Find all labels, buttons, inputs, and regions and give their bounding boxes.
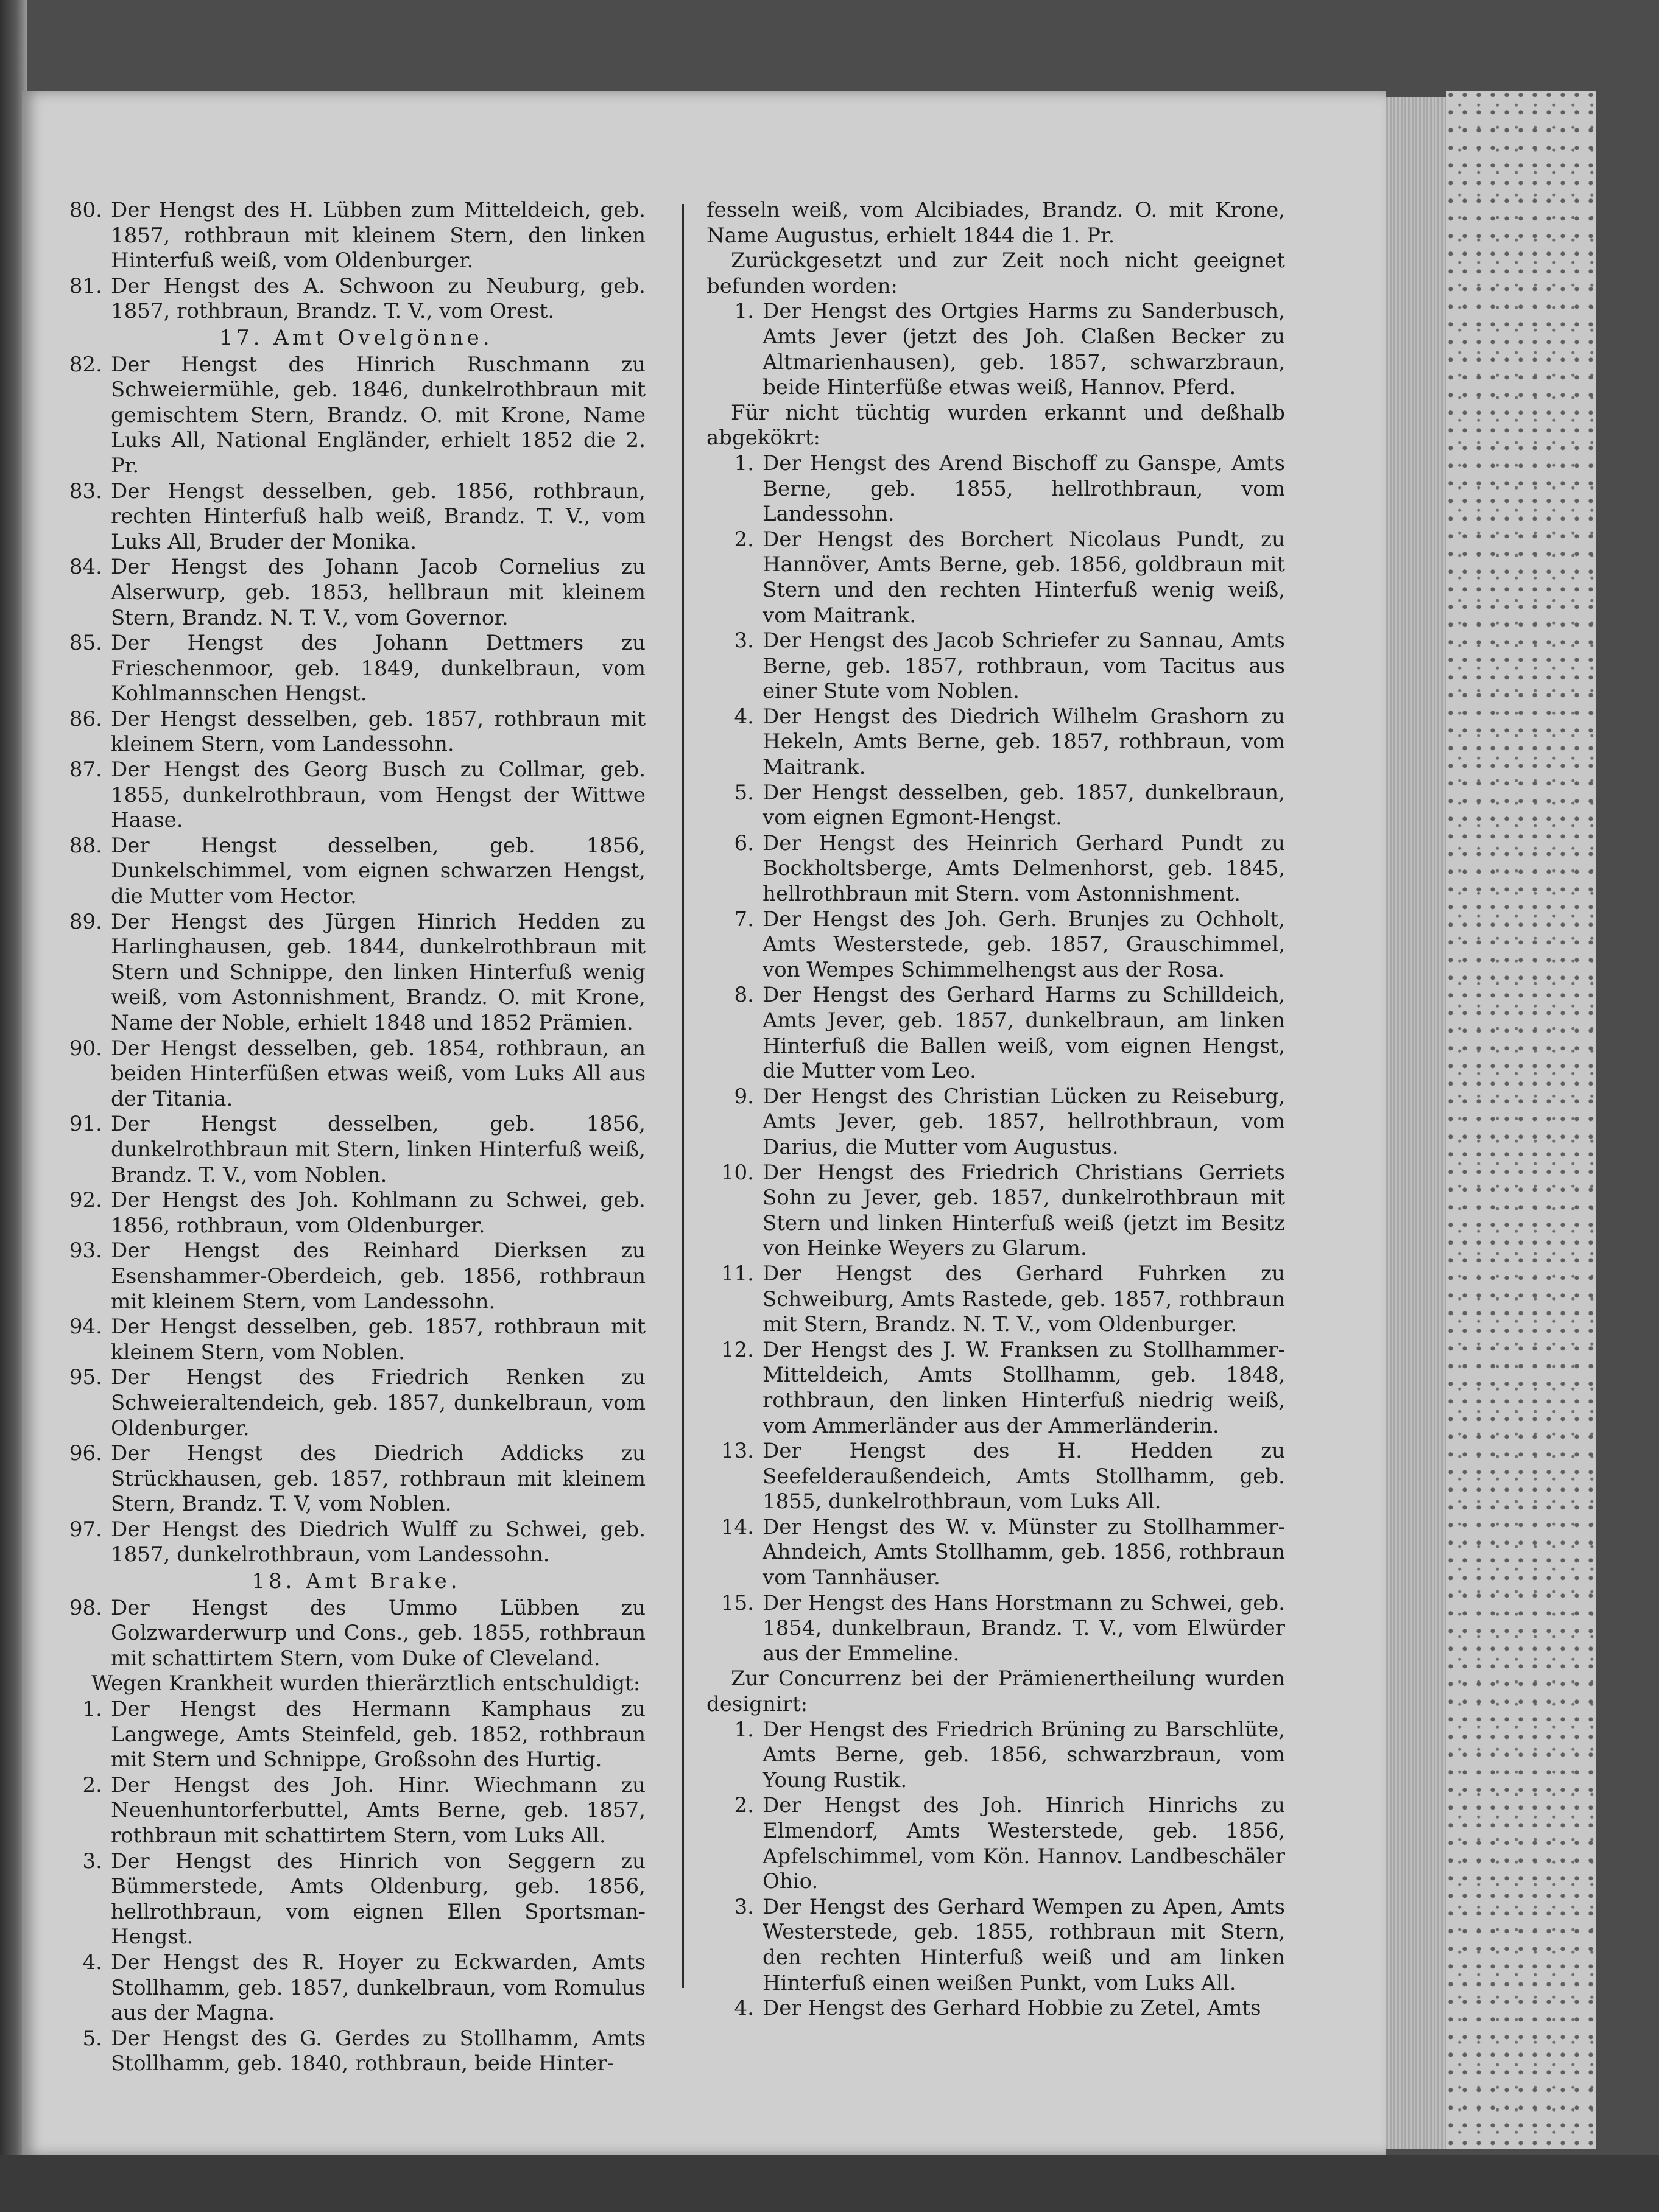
- item-number: 89.: [69, 909, 102, 934]
- list-item: [67, 1697, 646, 1773]
- list-item: [67, 1441, 646, 1517]
- item-number: 86.: [69, 706, 102, 731]
- item-text: Der Hengst des Johann Jacob Cornelius zu Alserwurp, geb. 1853, hellbraun mit kleinem Stern, Brandz. N. T. V., vom Governor.: [111, 555, 646, 630]
- item-text: Der Hengst des Christian Lücken zu Reiseburg, Amts Jever, geb. 1857, hellrothbraun, vom Darius, die Mutter vom Augustus.: [763, 1084, 1285, 1159]
- item-text: Der Hengst desselben, geb. 1856, dunkelrothbraun mit Stern, linken Hinterfuß weiß, Brandz. T. V., vom Noblen.: [111, 1112, 646, 1187]
- item-number: 4.: [734, 1996, 754, 2021]
- section-intro: Für nicht tüchtig wurden erkannt und deßhalb abgekökrt:: [706, 400, 1285, 451]
- item-number: 4.: [82, 1950, 102, 1975]
- item-text: Der Hengst des Heinrich Gerhard Pundt zu Bockholtsberge, Amts Delmenhorst, geb. 1845, hellrothbraun mit Stern. vom Astonnishment.: [763, 830, 1285, 907]
- list-item: [706, 1439, 1285, 1515]
- item-number: 88.: [69, 833, 102, 858]
- item-text: Der Hengst des J. W. Franksen zu Stollhammer-Mitteldeich, Amts Stollhamm, geb. 1848, rothbraun, den linken Hinterfuß niedrig weiß, vom Ammerländer aus der Ammerländerin.: [763, 1337, 1285, 1438]
- list-item: [67, 910, 646, 1036]
- list-item: [67, 2026, 646, 2077]
- item-text: Der Hengst des Arend Bischoff zu Ganspe, Amts Berne, geb. 1855, hellrothbraun, vom Landessohn.: [763, 451, 1285, 527]
- section-intro: Zurückgesetzt und zur Zeit noch nicht geeignet befunden worden:: [706, 248, 1285, 298]
- item-number: 4.: [734, 704, 754, 729]
- item-number: 11.: [720, 1261, 754, 1286]
- item-text: Der Hengst des Gerhard Fuhrken zu Schweiburg, Amts Rastede, geb. 1857, rothbraun mit Stern, Brandz. N. T. V., vom Oldenburger.: [763, 1261, 1285, 1337]
- item-number: 15.: [720, 1590, 754, 1615]
- item-number: 83.: [69, 479, 102, 504]
- item-text: Der Hengst des Georg Busch zu Collmar, geb. 1855, dunkelrothbraun, vom Hengst der Wittwe Haase.: [111, 757, 646, 833]
- list-item: [706, 527, 1285, 628]
- list-item: [67, 1315, 646, 1365]
- item-number: 80.: [69, 198, 102, 222]
- item-number: 1.: [734, 299, 754, 324]
- item-text: Der Hengst des Hinrich Ruschmann zu Schweiermühle, geb. 1846, dunkelrothbraun mit gemischtem Stern, Brandz. O. mit Krone, Name Luks All, National Engländer, erhielt 1852 die 2. Pr.: [111, 352, 646, 478]
- item-number: 98.: [69, 1595, 102, 1620]
- list-item: [67, 1036, 646, 1112]
- list-item: [67, 1238, 646, 1315]
- bottom-shadow: [0, 2155, 1659, 2212]
- list-item: [706, 1084, 1285, 1160]
- list-item: [67, 555, 646, 631]
- item-text: Der Hengst des Joh. Kohlmann zu Schwei, geb. 1856, rothbraun, vom Oldenburger.: [111, 1188, 646, 1238]
- list-item: [67, 353, 646, 479]
- item-text: Der Hengst des Friedrich Renken zu Schweieraltendeich, geb. 1857, dunkelbraun, vom Oldenburger.: [111, 1365, 646, 1441]
- item-text: Der Hengst des Jürgen Hinrich Hedden zu Harlinghausen, geb. 1844, dunkelrothbraun mit Stern und Schnippe, den linken Hinterfuß wenig weiß, vom Astonnishment, Brandz. O. mit Krone, Name der Noble, erhielt 1848 und 1852 Prämien.: [111, 909, 646, 1035]
- item-number: 81.: [69, 273, 102, 298]
- item-number: 7.: [734, 907, 754, 932]
- item-text: Der Hengst des W. v. Münster zu Stollhammer-Ahndeich, Amts Stollhamm, geb. 1856, rothbraun vom Tannhäuser.: [763, 1514, 1285, 1590]
- list-item: [706, 1262, 1285, 1338]
- item-text: Der Hengst des Diedrich Wilhelm Grashorn zu Hekeln, Amts Berne, geb. 1857, rothbraun, vom Maitrank.: [763, 704, 1285, 780]
- book-fore-edge: [1446, 91, 1596, 2149]
- item-text: Der Hengst des Jacob Schriefer zu Sannau, Amts Berne, geb. 1857, rothbraun, vom Tacitus aus einer Stute vom Noblen.: [763, 628, 1285, 704]
- list-item: [67, 1188, 646, 1238]
- list-item: [67, 198, 646, 274]
- item-text: Der Hengst des Joh. Hinrich Hinrichs zu Elmendorf, Amts Westerstede, geb. 1856, Apfelschimmel, vom Kön. Hannov. Landbeschäler Ohio.: [763, 1793, 1285, 1894]
- item-text: Der Hengst des Diedrich Wulff zu Schwei, geb. 1857, dunkelrothbraun, vom Landessohn.: [111, 1517, 646, 1567]
- item-number: 93.: [69, 1238, 102, 1263]
- item-number: 3.: [734, 628, 754, 653]
- right-column: [706, 198, 1285, 2021]
- item-text: Der Hengst desselben, geb. 1856, Dunkelschimmel, vom eignen schwarzen Hengst, die Mutter vom Hector.: [111, 833, 646, 909]
- item-text: Der Hengst desselben, geb. 1857, rothbraun mit kleinem Stern, vom Landessohn.: [111, 706, 646, 757]
- list-item: [706, 451, 1285, 527]
- list-item: [706, 1515, 1285, 1591]
- item-text: Der Hengst desselben, geb. 1857, rothbraun mit kleinem Stern, vom Noblen.: [111, 1315, 646, 1364]
- item-number: 97.: [69, 1517, 102, 1542]
- item-number: 87.: [69, 757, 102, 782]
- list-item: [706, 1895, 1285, 1996]
- list-item: [706, 983, 1285, 1084]
- item-text: Der Hengst des Hermann Kamphaus zu Langwege, Amts Steinfeld, geb. 1852, rothbraun mit Stern und Schnippe, Großsohn des Hurtig.: [111, 1697, 646, 1772]
- item-text: Der Hengst des Ortgies Harms zu Sanderbusch, Amts Jever (jetzt des Joh. Claßen Becker zu Altmarienhausen), geb. 1857, schwarzbraun, beide Hinterfüße etwas weiß, Hannov. Pferd.: [763, 299, 1285, 400]
- list-item: [706, 1793, 1285, 1894]
- list-item: [706, 1718, 1285, 1794]
- item-text: Der Hengst desselben, geb. 1854, rothbraun, an beiden Hinterfüßen etwas weiß, vom Luks All aus der Titania.: [111, 1036, 646, 1111]
- item-text: Der Hengst des G. Gerdes zu Stollhamm, Amts Stollhamm, geb. 1840, rothbraun, beide Hinter-: [111, 2026, 646, 2076]
- section-heading: 18. Amt Brake.: [252, 1569, 461, 1594]
- item-number: 1.: [734, 1717, 754, 1742]
- item-text: Der Hengst des Friedrich Christians Gerriets Sohn zu Jever, geb. 1857, dunkelrothbraun mit Stern und linken Hinterfuß weiß (jetzt im Besitz von Heinke Weyers zu Glarum.: [763, 1160, 1285, 1261]
- item-text: Der Hengst des H. Hedden zu Seefelderaußendeich, Amts Stollhamm, geb. 1855, dunkelrothbraun, vom Luks All.: [763, 1439, 1285, 1514]
- item-text: Der Hengst des Gerhard Harms zu Schilldeich, Amts Jever, geb. 1857, dunkelbraun, am linken Hinterfuß die Ballen weiß, vom eignen Hengst, die Mutter vom Leo.: [763, 983, 1285, 1084]
- item-text: Der Hengst des Reinhard Dierksen zu Esenshammer-Oberdeich, geb. 1856, rothbraun mit kleinem Stern, vom Landessohn.: [111, 1238, 646, 1314]
- continued-text: fesseln weiß, vom Alcibiades, Brandz. O. mit Krone, Name Augustus, erhielt 1844 die 1. Pr.: [706, 198, 1285, 248]
- list-item: [706, 628, 1285, 704]
- item-text: Der Hengst des Hans Horstmann zu Schwei, geb. 1854, dunkelbraun, Brandz. T. V., vom Elwürder aus der Emmeline.: [763, 1590, 1285, 1666]
- item-number: 2.: [82, 1772, 102, 1797]
- list-item: [706, 1996, 1285, 2021]
- list-item: [67, 479, 646, 555]
- list-item: [706, 1591, 1285, 1667]
- list-item: [67, 757, 646, 834]
- list-item: [67, 274, 646, 325]
- item-text: Der Hengst des Joh. Gerh. Brunjes zu Ochholt, Amts Westerstede, geb. 1857, Grauschimmel, von Wempes Schimmelhengst aus der Rosa.: [763, 907, 1285, 982]
- item-number: 3.: [82, 1849, 102, 1873]
- item-number: 90.: [69, 1036, 102, 1061]
- list-item: [706, 299, 1285, 400]
- section-heading: 17. Amt Ovelgönne.: [219, 325, 493, 350]
- item-text: Der Hengst des Friedrich Brüning zu Barschlüte, Amts Berne, geb. 1856, schwarzbraun, vom Young Rustik.: [763, 1717, 1285, 1792]
- item-number: 2.: [734, 1793, 754, 1818]
- list-item: [706, 831, 1285, 907]
- item-text: Der Hengst desselben, geb. 1857, dunkelbraun, vom eignen Egmont-Hengst.: [763, 780, 1285, 830]
- item-number: 8.: [734, 983, 754, 1008]
- list-item: [706, 907, 1285, 983]
- item-text: Der Hengst des H. Lübben zum Mitteldeich, geb. 1857, rothbraun mit kleinem Stern, den linken Hinterfuß weiß, vom Oldenburger.: [111, 198, 646, 273]
- list-item: [67, 707, 646, 757]
- section-intro: Zur Concurrenz bei der Prämienertheilung wurden designirt:: [706, 1666, 1285, 1717]
- item-text: Der Hengst des Joh. Hinr. Wiechmann zu Neuenhuntorferbuttel, Amts Berne, geb. 1857, rothbraun mit schattirtem Stern, vom Luks All.: [111, 1772, 646, 1848]
- item-text: Der Hengst des Ummo Lübben zu Golzwarderwurp und Cons., geb. 1855, rothbraun mit schattirtem Stern, vom Duke of Cleveland.: [111, 1595, 646, 1671]
- list-item: [706, 704, 1285, 781]
- list-item: [706, 781, 1285, 831]
- item-number: 2.: [734, 527, 754, 552]
- item-number: 1.: [82, 1697, 102, 1722]
- item-number: 92.: [69, 1188, 102, 1213]
- section-intro: Wegen Krankheit wurden thierärztlich entschuldigt:: [91, 1671, 641, 1696]
- list-item: [706, 1338, 1285, 1439]
- list-item: [67, 1950, 646, 2026]
- list-item: [67, 1365, 646, 1441]
- item-text: Der Hengst des Diedrich Addicks zu Strückhausen, geb. 1857, rothbraun mit kleinem Stern, Brandz. T. V, vom Noblen.: [111, 1441, 646, 1517]
- column-divider: [682, 204, 684, 1988]
- item-text: Der Hengst des Johann Dettmers zu Frieschenmoor, geb. 1849, dunkelbraun, vom Kohlmannschen Hengst.: [111, 631, 646, 706]
- item-text: Der Hengst desselben, geb. 1856, rothbraun, rechten Hinterfuß halb weiß, Brandz. T. V., vom Luks All, Bruder der Monika.: [111, 479, 646, 554]
- item-text: Der Hengst des A. Schwoon zu Neuburg, geb. 1857, rothbraun, Brandz. T. V., vom Orest.: [111, 273, 646, 324]
- list-item: [67, 1112, 646, 1188]
- item-number: 94.: [69, 1315, 102, 1339]
- item-text: Der Hengst des Borchert Nicolaus Pundt, zu Hannöver, Amts Berne, geb. 1856, goldbraun mit Stern und den rechten Hinterfuß wenig weiß, vom Maitrank.: [763, 527, 1285, 628]
- item-text: Der Hengst des Hinrich von Seggern zu Bümmerstede, Amts Oldenburg, geb. 1856, hellrothbraun, vom eignen Ellen Sportsman-Hengst.: [111, 1849, 646, 1950]
- item-number: 5.: [82, 2026, 102, 2051]
- list-item: [67, 1849, 646, 1950]
- item-number: 10.: [720, 1160, 754, 1185]
- item-number: 85.: [69, 631, 102, 656]
- item-number: 96.: [69, 1441, 102, 1466]
- item-text: Der Hengst des Gerhard Wempen zu Apen, Amts Westerstede, geb. 1855, rothbraun mit Stern, den rechten Hinterfuß weiß und am linken Hinterfuß einen weißen Punkt, vom Luks All.: [763, 1894, 1285, 1995]
- left-column: [67, 198, 646, 2077]
- list-item: [67, 834, 646, 910]
- item-number: 84.: [69, 555, 102, 580]
- item-number: 95.: [69, 1365, 102, 1390]
- list-item: [706, 1160, 1285, 1262]
- item-number: 91.: [69, 1112, 102, 1137]
- item-text: Der Hengst des Gerhard Hobbie zu Zetel, Amts: [763, 1996, 1261, 2021]
- item-text: Der Hengst des R. Hoyer zu Eckwarden, Amts Stollhamm, geb. 1857, dunkelbraun, vom Romulus aus der Magna.: [111, 1950, 646, 2026]
- item-number: 12.: [720, 1337, 754, 1362]
- item-number: 1.: [734, 451, 754, 476]
- item-number: 3.: [734, 1894, 754, 1919]
- list-item: [67, 1517, 646, 1568]
- item-number: 14.: [720, 1514, 754, 1539]
- item-number: 9.: [734, 1084, 754, 1109]
- item-number: 6.: [734, 830, 754, 855]
- item-number: 13.: [720, 1439, 754, 1464]
- list-item: [67, 1596, 646, 1672]
- item-number: 5.: [734, 780, 754, 805]
- item-number: 82.: [69, 352, 102, 377]
- list-item: [67, 631, 646, 707]
- list-item: [67, 1773, 646, 1849]
